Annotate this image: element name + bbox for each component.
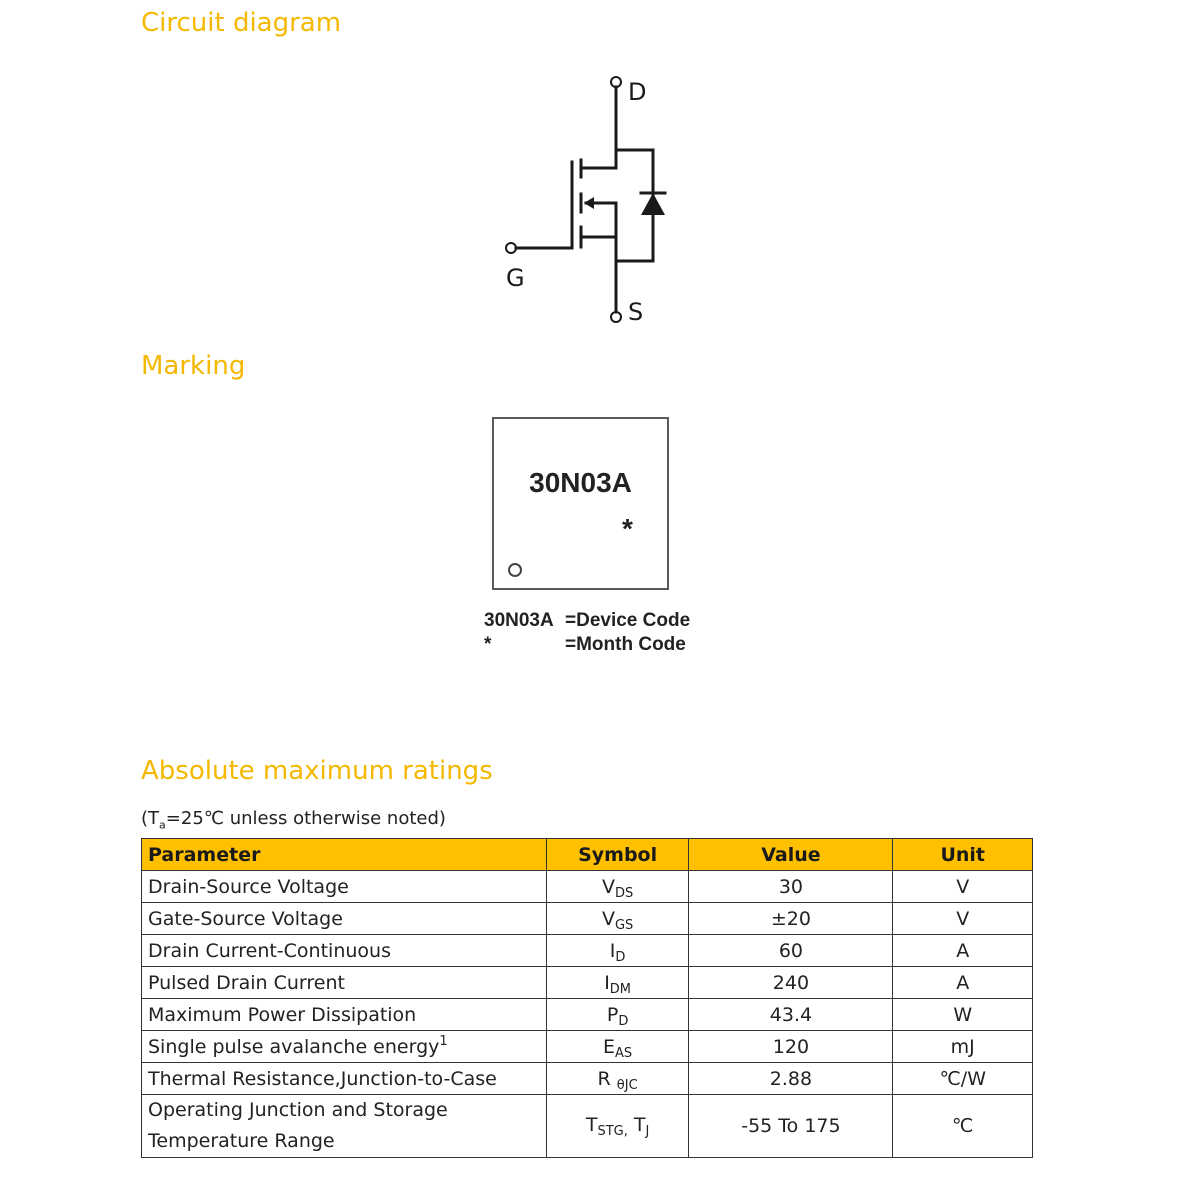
pin-label-g: G [506,264,525,292]
legend-value: =Device Code [565,610,691,631]
conditions-note: ($T_a=25℃$ unless otherwise noted) [141,808,446,832]
unit-cell: V [893,871,1033,903]
table-header-row [142,839,1033,871]
symbol-cell: $I_D$ [546,935,689,967]
ratings-title: Absolute maximum ratings [141,756,493,786]
legend-key: * [484,634,492,655]
package-marking [492,417,669,590]
value-cell: 2.88 [689,1063,893,1095]
param-cell: Maximum Power Dissipation [142,999,547,1031]
symbol-cell: $T_{STG,}$ $T_J$ [546,1095,689,1158]
table-row [142,1063,1033,1095]
symbol-cell: $V_{DS}$ [546,871,689,903]
legend-key: 30N03A [484,610,554,631]
pin1-indicator-icon [508,563,522,577]
unit-cell: A [893,967,1033,999]
value-cell: 30 [689,871,893,903]
unit-cell: ℃ [893,1095,1033,1158]
circuit-diagram-title: Circuit diagram [141,8,342,38]
value-cell: 120 [689,1031,893,1063]
mosfet-circuit-diagram [480,66,700,336]
value-cell: 60 [689,935,893,967]
param-cell: Drain-Source Voltage [142,871,547,903]
table-row [142,935,1033,967]
param-cell: Operating Junction and Storage Temperature Range [142,1095,547,1158]
header-value: Value [689,839,893,871]
unit-cell: W [893,999,1033,1031]
pin-label-s: S [628,298,644,326]
value-cell: -55 To 175 [689,1095,893,1158]
symbol-cell: $P_D$ [546,999,689,1031]
unit-cell: A [893,935,1033,967]
header-parameter: Parameter [142,839,547,871]
unit-cell: V [893,903,1033,935]
header-unit: Unit [893,839,1033,871]
unit-cell: ℃/W [893,1063,1033,1095]
param-cell: Gate-Source Voltage [142,903,547,935]
table-row [142,871,1033,903]
param-cell: Pulsed Drain Current [142,967,547,999]
table-row [142,903,1033,935]
marking-month-code: * [622,513,633,544]
pin-label-d: D [628,78,647,106]
param-cell: Single pulse avalanche energy$^1$ [142,1031,547,1063]
body-diode [641,193,665,215]
header-symbol: Symbol [546,839,689,871]
channel-arrow [584,197,594,209]
unit-cell: mJ [893,1031,1033,1063]
param-cell: Drain Current-Continuous [142,935,547,967]
table-row [142,967,1033,999]
ratings-table [141,838,1033,1158]
value-cell: 240 [689,967,893,999]
symbol-cell: $I_{DM}$ [546,967,689,999]
symbol-cell: $E_{AS}$ [546,1031,689,1063]
value-cell: ±20 [689,903,893,935]
legend-value: =Month Code [565,634,686,655]
param-cell: Thermal Resistance,Junction-to-Case [142,1063,547,1095]
symbol-cell: R $_{\theta JC}$ [546,1063,689,1095]
marking-title: Marking [141,351,246,381]
table-row [142,1095,1033,1158]
table-row [142,999,1033,1031]
table-row [142,1031,1033,1063]
value-cell: 43.4 [689,999,893,1031]
marking-device-code: 30N03A [529,467,632,498]
symbol-cell: $V_{GS}$ [546,903,689,935]
